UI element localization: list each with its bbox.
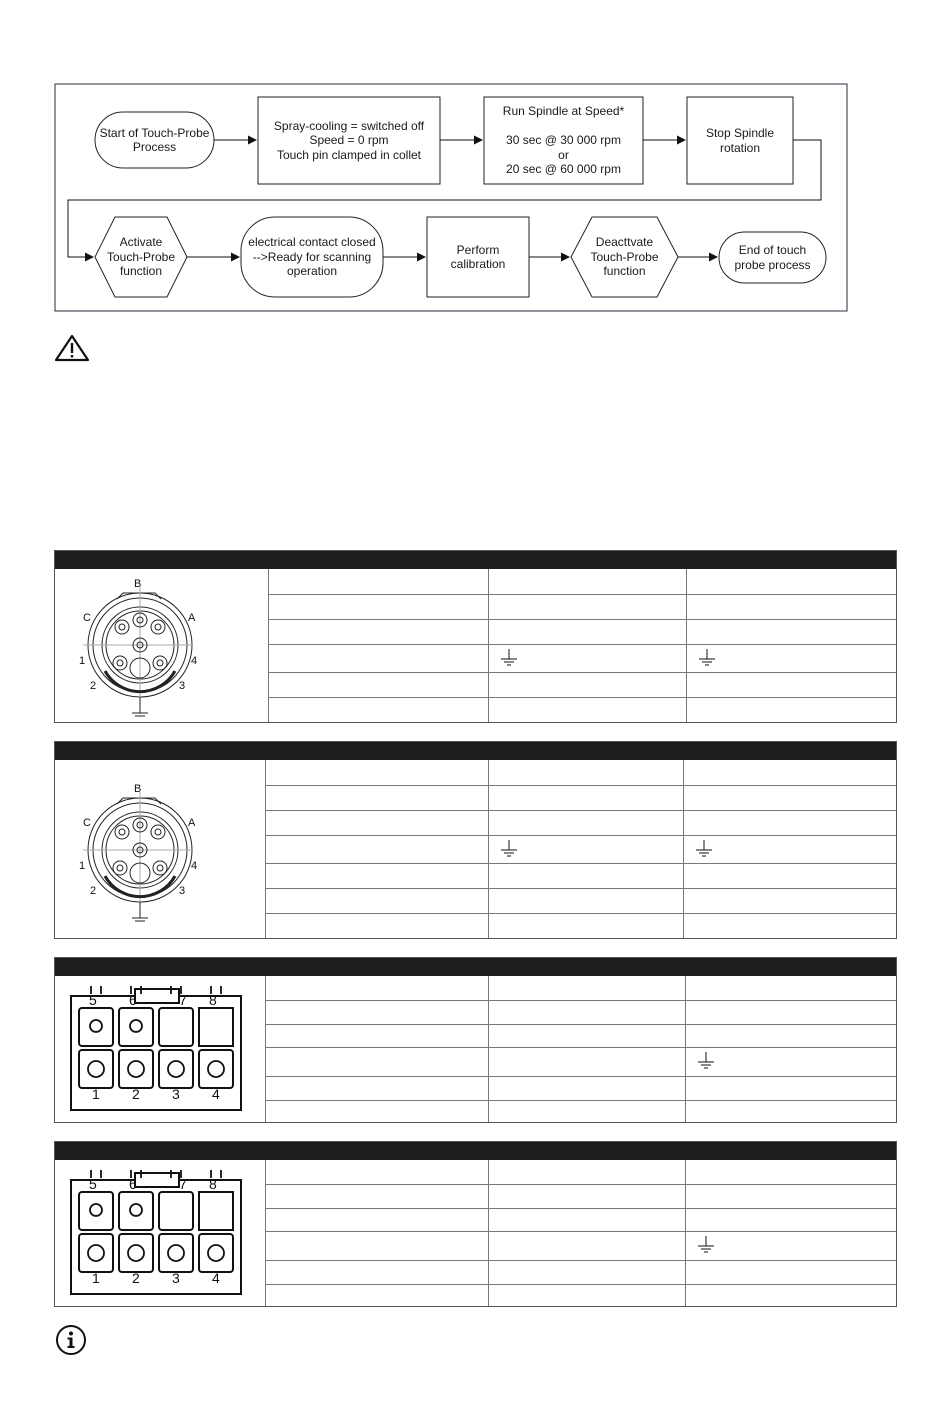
ground-symbol-icon: [695, 1050, 717, 1072]
table-header: [55, 742, 896, 760]
pin-number-7: 7: [179, 992, 187, 1008]
pin-number-5: 5: [89, 1176, 97, 1192]
pin-number-2: 2: [132, 1086, 140, 1102]
node-stop-label: Stop Spindle rotation: [705, 126, 775, 155]
pin-number-2: 2: [132, 1270, 140, 1286]
pin-number-3: 3: [172, 1086, 180, 1102]
pin-table-3: [54, 957, 897, 1123]
node-spray-label: Spray-cooling = switched off Speed = 0 rpm Touch pin clamped in collet: [273, 118, 425, 162]
info-circle-icon: [55, 1324, 87, 1356]
ground-symbol-icon: [498, 647, 520, 669]
pin-label-4: 4: [191, 655, 198, 667]
pin-number-4: 4: [212, 1086, 220, 1102]
node-start-label: Start of Touch-Probe Process: [99, 125, 210, 154]
pin-label-b: B: [134, 783, 142, 795]
node-contact-label: electrical contact closed -->Ready for scanning operation: [248, 235, 376, 279]
pin-label-3: 3: [179, 680, 186, 692]
pin-number-8: 8: [209, 1176, 217, 1192]
pin-label-b: B: [134, 578, 142, 590]
ground-symbol-icon: [696, 647, 718, 669]
node-run-label: Run Spindle at Speed* 30 sec @ 30 000 rpm or 20 sec @ 60 000 rpm: [502, 104, 625, 177]
pin-number-4: 4: [212, 1270, 220, 1286]
node-calib-label: Perform calibration: [450, 242, 506, 271]
pin-label-1: 1: [79, 860, 86, 872]
pin-label-a: A: [188, 612, 196, 624]
pin-label-3: 3: [179, 885, 186, 897]
pin-label-2: 2: [90, 680, 97, 692]
pin-number-6: 6: [129, 1176, 137, 1192]
pin-label-2: 2: [90, 885, 97, 897]
node-deactivate-label: Deacttvate Touch-Probe function: [590, 235, 659, 279]
table-header: [55, 1142, 896, 1160]
pin-label-c: C: [83, 612, 91, 624]
pin-label-4: 4: [191, 860, 198, 872]
pin-number-1: 1: [92, 1086, 100, 1102]
pin-label-c: C: [83, 817, 91, 829]
pin-table-2: [54, 741, 897, 939]
pin-number-5: 5: [89, 992, 97, 1008]
table-header: [55, 958, 896, 976]
table-header: [55, 551, 896, 569]
pin-number-1: 1: [92, 1270, 100, 1286]
node-activate-label: Activate Touch-Probe function: [106, 235, 176, 279]
pin-number-7: 7: [179, 1176, 187, 1192]
ground-symbol-icon: [695, 1234, 717, 1256]
warning-triangle-icon: [54, 334, 90, 362]
pin-number-8: 8: [209, 992, 217, 1008]
pin-label-1: 1: [79, 655, 86, 667]
pin-label-a: A: [188, 817, 196, 829]
pin-number-3: 3: [172, 1270, 180, 1286]
ground-symbol-icon: [498, 838, 520, 860]
ground-symbol-icon: [693, 838, 715, 860]
round-connector-diagram: [75, 780, 235, 928]
round-connector-diagram: [75, 575, 235, 723]
pin-number-6: 6: [129, 992, 137, 1008]
node-end-label: End of touch probe process: [734, 243, 811, 272]
pin-table-1: [54, 550, 897, 723]
pin-table-4: [54, 1141, 897, 1307]
